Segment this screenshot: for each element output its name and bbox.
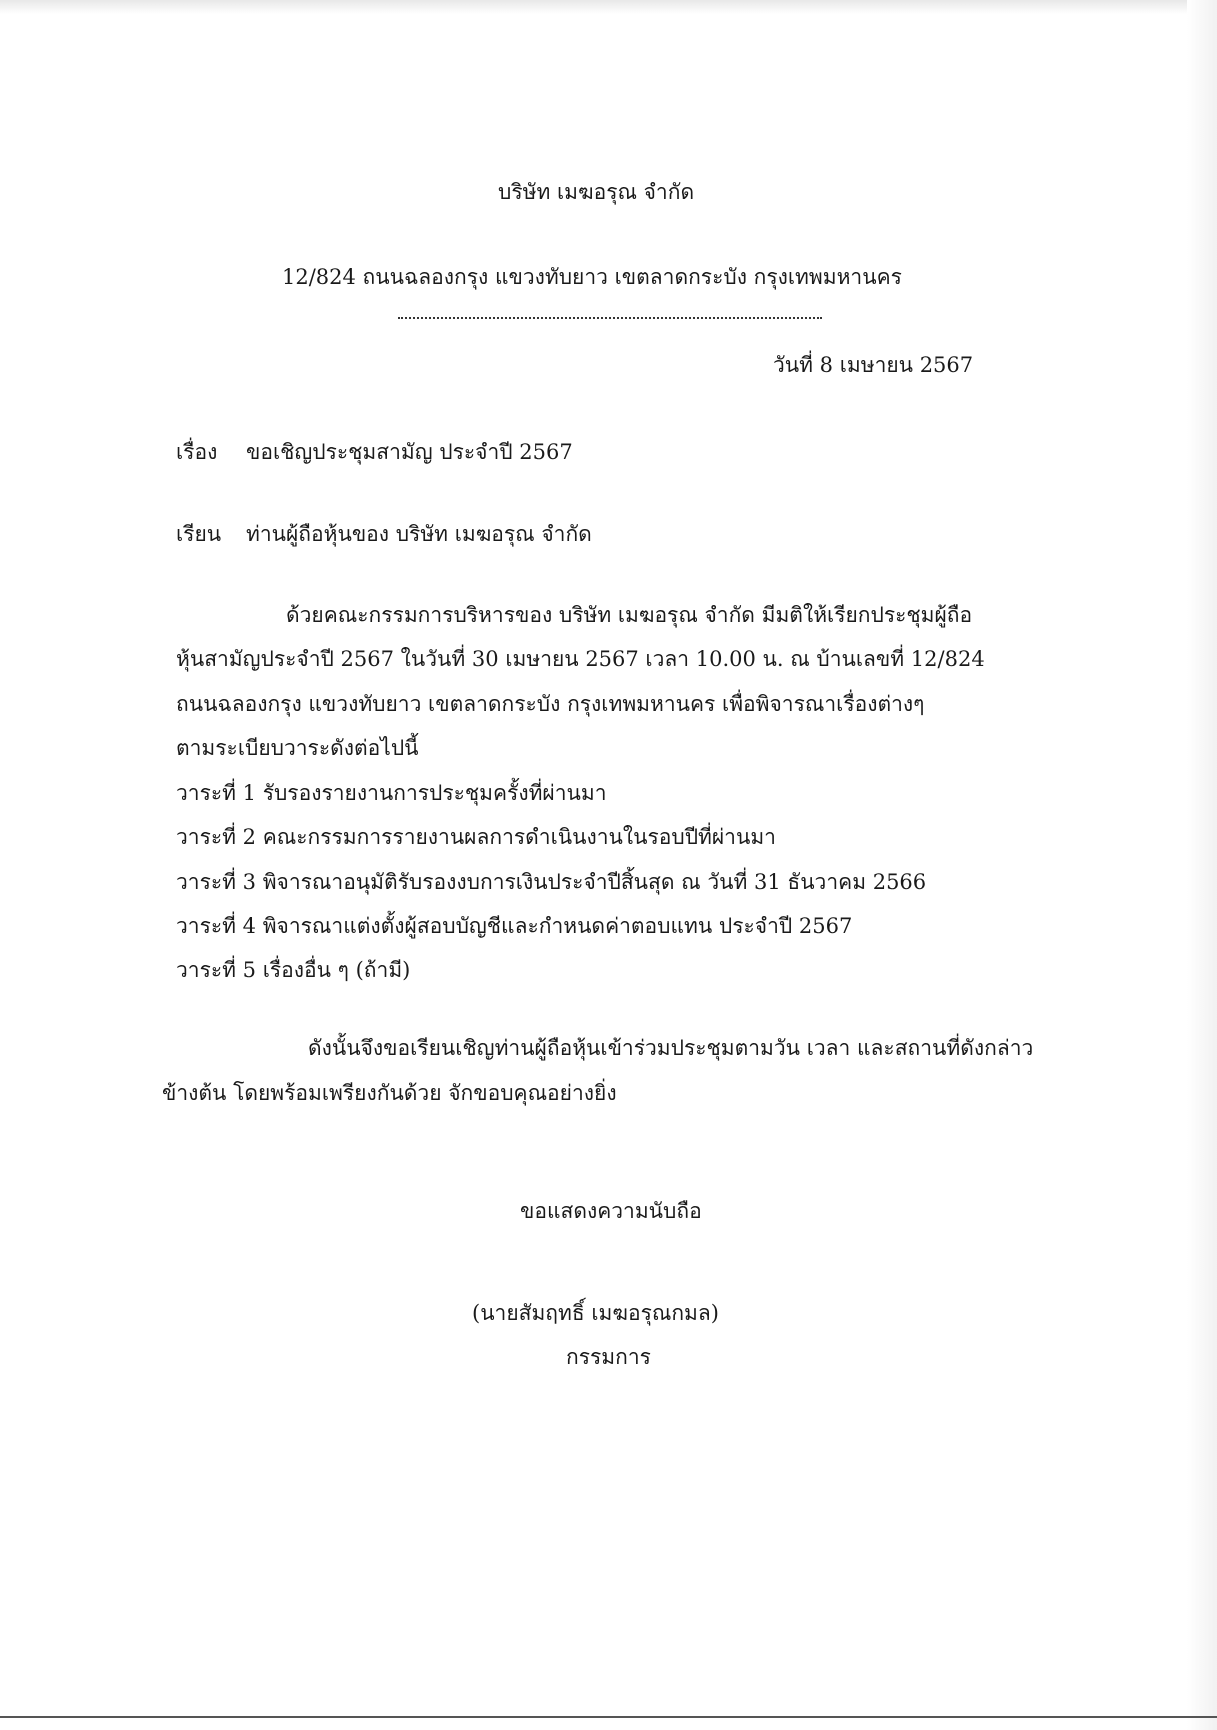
body-line: หุ้นสามัญประจำปี 2567 ในวันที่ 30 เมษายน 2567 เวลา 10.00 น. ณ บ้านเลขที่ 12/824 [176, 647, 985, 671]
dotted-line [398, 313, 822, 319]
bottom-rule [0, 1716, 1217, 1718]
body-line: ตามระเบียบวาระดังต่อไปนี้ [176, 736, 419, 760]
agenda-item: วาระที่ 1 รับรองรายงานการประชุมครั้งที่ผ่านมา [176, 781, 607, 805]
signer-title: กรรมการ [566, 1345, 651, 1369]
regards: ขอแสดงความนับถือ [520, 1199, 702, 1223]
company-name: บริษัท เมฆอรุณ จำกัด [498, 180, 695, 204]
scan-edge-top [0, 0, 1217, 14]
agenda-item: วาระที่ 4 พิจารณาแต่งตั้งผู้สอบบัญชีและกำหนดค่าตอบแทน ประจำปี 2567 [176, 914, 853, 938]
agenda-item: วาระที่ 2 คณะกรรมการรายงานผลการดำเนินงานในรอบปีที่ผ่านมา [176, 825, 776, 849]
agenda-item: วาระที่ 3 พิจารณาอนุมัติรับรองงบการเงินประจำปีสิ้นสุด ณ วันที่ 31 ธันวาคม 2566 [176, 870, 927, 894]
closing-line: ดังนั้นจึงขอเรียนเชิญท่านผู้ถือหุ้นเข้าร่วมประชุมตามวัน เวลา และสถานที่ดังกล่าว [308, 1036, 1034, 1060]
subject-label: เรื่อง [176, 440, 218, 464]
agenda-item: วาระที่ 5 เรื่องอื่น ๆ (ถ้ามี) [176, 958, 411, 982]
subject-text: ขอเชิญประชุมสามัญ ประจำปี 2567 [246, 440, 573, 464]
to-label: เรียน [176, 522, 222, 546]
scan-edge-right [1187, 0, 1217, 1730]
company-address: 12/824 ถนนฉลองกรุง แขวงทับยาว เขตลาดกระบัง กรุงเทพมหานคร [282, 265, 902, 289]
letter-date: วันที่ 8 เมษายน 2567 [773, 353, 974, 377]
closing-line: ข้างต้น โดยพร้อมเพรียงกันด้วย จักขอบคุณอย่างยิ่ง [162, 1081, 617, 1105]
to-text: ท่านผู้ถือหุ้นของ บริษัท เมฆอรุณ จำกัด [246, 522, 592, 546]
body-line: ถนนฉลองกรุง แขวงทับยาว เขตลาดกระบัง กรุงเทพมหานคร เพื่อพิจารณาเรื่องต่างๆ [176, 692, 925, 716]
body-line: ด้วยคณะกรรมการบริหารของ บริษัท เมฆอรุณ จำกัด มีมติให้เรียกประชุมผู้ถือ [286, 603, 973, 627]
signer-name: (นายสัมฤทธิ์ เมฆอรุณกมล) [472, 1301, 719, 1325]
